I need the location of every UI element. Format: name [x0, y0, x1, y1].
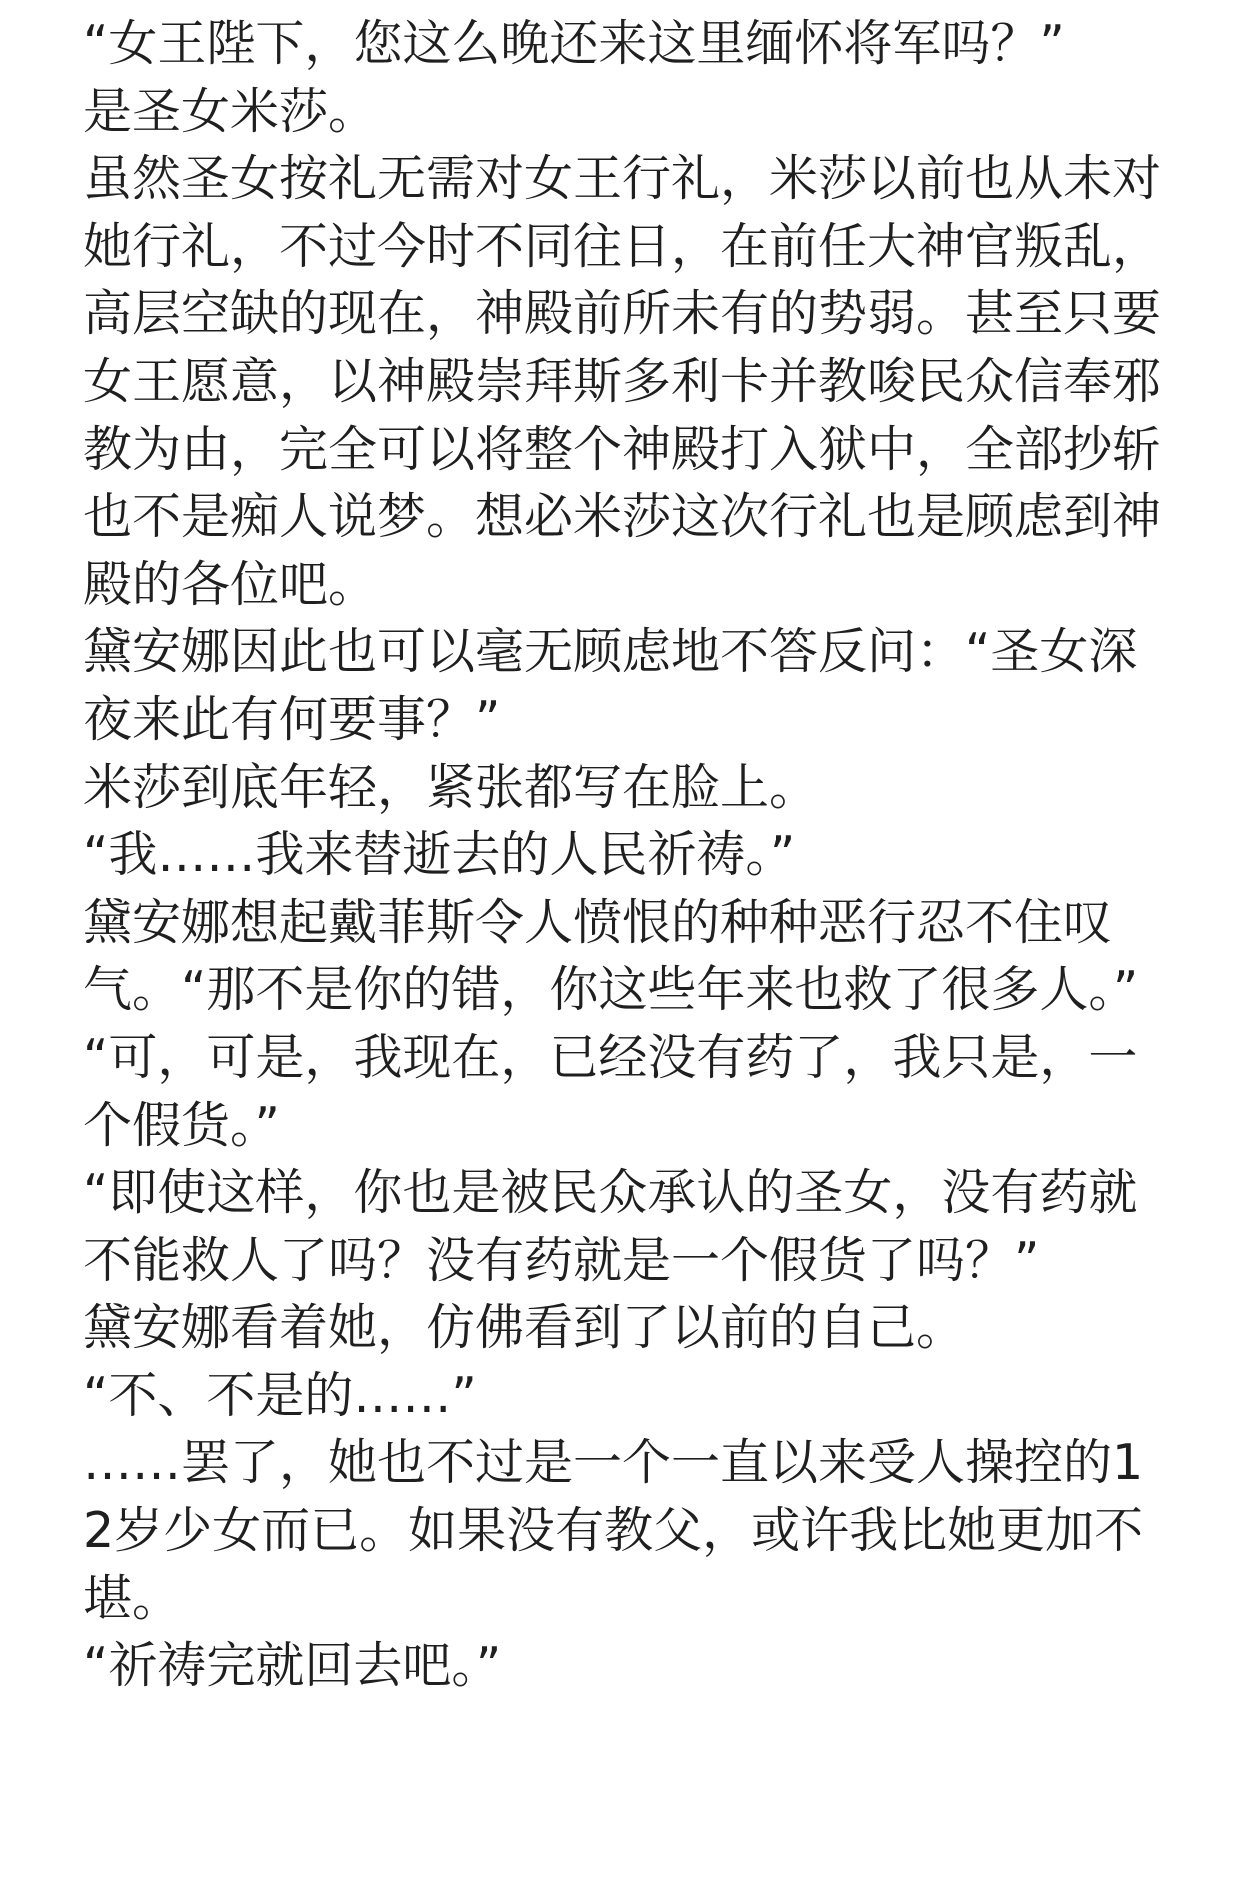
paragraph: “我……我来替逝去的人民祈祷。”: [83, 826, 796, 884]
paragraph: 黛安娜因此也可以毫无顾虑地不答反问：“圣女深夜来此有何要事？”: [83, 623, 1138, 748]
document-text: [83, 10, 1168, 1700]
paragraph: 米莎到底年轻，紧张都写在脸上。: [83, 758, 819, 816]
paragraph: 黛安娜看着她，仿佛看到了以前的自己。: [83, 1299, 966, 1357]
paragraph: “女王陛下，您这么晚还来这里缅怀将军吗？”: [83, 15, 1065, 72]
paragraph: 黛安娜想起戴菲斯令人愤恨的种种恶行忍不住叹气。“那不是你的错，你这些年来也救了很多人。”: [83, 893, 1139, 1019]
paragraph: “不、不是的……”: [83, 1366, 477, 1424]
paragraph: 虽然圣女按礼无需对女王行礼，米莎以前也从未对她行礼，不过今时不同往日，在前任大神官叛乱，高层空缺的现在，神殿前所未有的势弱。甚至只要女王愿意，以神殿崇拜斯多利卡并教唆民众信奉邪教为由，完全可以将整个神殿打入狱中，全部抄斩也不是痴人说梦。想必米莎这次行礼也是顾虑到神殿的各位吧。: [83, 150, 1162, 613]
paragraph: ……罢了，她也不过是一个一直以来受人操控的12岁少女而已。如果没有教父，或许我比她更加不堪。: [83, 1434, 1144, 1627]
paragraph: “祈祷完就回去吧。”: [83, 1637, 502, 1695]
paragraph: “即使这样，你也是被民众承认的圣女，没有药就不能救人了吗？没有药就是一个假货了吗？”: [83, 1164, 1138, 1289]
paragraph: 是圣女米莎。: [83, 82, 378, 140]
paragraph: “可，可是，我现在，已经没有药了，我只是，一个假货。”: [83, 1028, 1138, 1154]
